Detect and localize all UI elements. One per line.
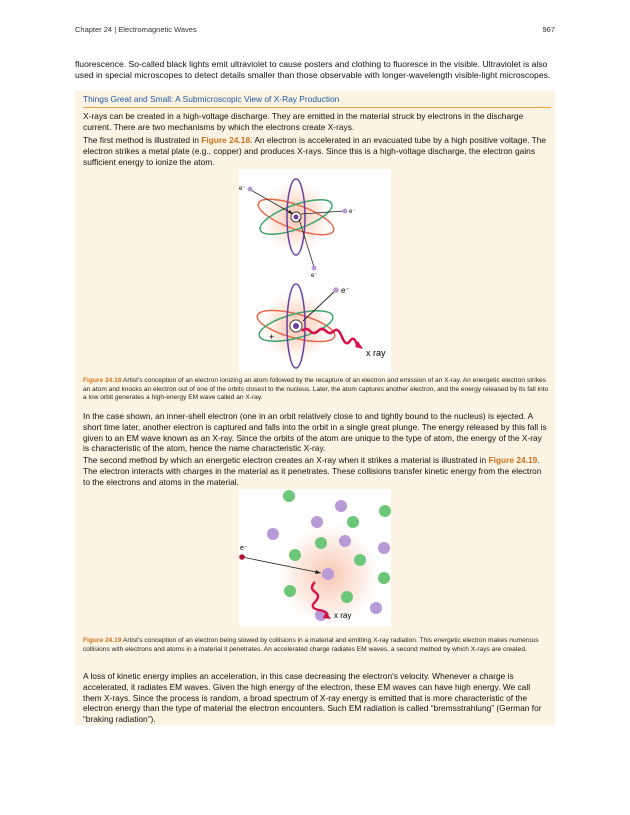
purple-atom bbox=[370, 602, 382, 614]
feature-paragraph-5: A loss of kinetic energy implies an acceleration, in this case decreasing the electron's velocity. Whenever a charge is accelerated, it radiates EM waves. Given the high energy of the electron, these EM waves can have high energy. We call them X-rays. Since the process is random, a broad spectrum of X-ray energy is emitted that is more characteristic of the electron energy than the type of material the electron encounters. Such EM radiation is called “bremsstrahlung” (German for “braking radiation”). bbox=[83, 671, 542, 725]
green-atom bbox=[354, 554, 366, 566]
running-header bbox=[75, 25, 555, 34]
feature-box bbox=[75, 91, 555, 725]
electron-label: e⁻ bbox=[239, 186, 246, 192]
figure-24-19 bbox=[239, 489, 391, 627]
feature-paragraph-4 bbox=[83, 455, 549, 487]
p4-text-a: The second method by which an energetic electron creates an X-ray when it strikes a material is illustrated in bbox=[83, 455, 489, 465]
purple-atom bbox=[339, 535, 351, 547]
green-atom bbox=[378, 572, 390, 584]
electron-dot bbox=[312, 266, 317, 271]
electron-label: e⁻ bbox=[349, 209, 356, 215]
purple-atom bbox=[311, 516, 323, 528]
figure-24-19-link[interactable]: Figure 24.19 bbox=[488, 455, 538, 465]
page-number: 967 bbox=[542, 25, 555, 34]
electron-dot bbox=[248, 187, 253, 192]
caption-text: Artist's conception of an electron being slowed by collisions in a material and emitting X-ray radiation. This energetic electron makes numerous collisions with electrons and atoms in a material it penetrates. An accelerated charge radiates EM waves, a second method by which X-rays are created. bbox=[83, 637, 539, 653]
figure-24-19-caption bbox=[83, 637, 549, 654]
electron-label: e⁻ bbox=[240, 545, 248, 552]
green-atom bbox=[341, 591, 353, 603]
electron-dot bbox=[239, 554, 245, 560]
green-atom bbox=[379, 505, 391, 517]
intro-paragraph: fluorescence. So-called black lights emit ultraviolet to cause posters and clothing to fluoresce in the visible. Ultraviolet is also used in special microscopes to detect details smaller than those observable with longer-wavelength visible-light microscopes. bbox=[75, 59, 551, 80]
figure-24-19-diagram bbox=[239, 489, 391, 627]
purple-atom bbox=[322, 568, 334, 580]
electron-dot bbox=[343, 209, 348, 214]
feature-title: Things Great and Small: A Submicroscopic View of X-Ray Production bbox=[83, 94, 551, 108]
green-atom bbox=[283, 490, 295, 502]
figure-24-18-link[interactable]: Figure 24.18 bbox=[201, 135, 251, 145]
feature-paragraph-3: In the case shown, an inner-shell electron (one in an orbit relatively close to and tightly bound to the nucleus) is ejected. A short time later, another electron is captured and falls into the orbit in a single great plunge. The energy released by this fall is given to an EM wave known as an X-ray. Since the orbits of the atom are unique to the type of atom, the energy of the X-ray is characteristic of the atom, hence the name characteristic X-ray. bbox=[83, 411, 547, 454]
purple-atom bbox=[267, 528, 279, 540]
electron-dot bbox=[333, 287, 339, 293]
figure-24-18 bbox=[239, 169, 391, 373]
figure-24-18-caption bbox=[83, 377, 549, 403]
xray-label: x ray bbox=[334, 611, 352, 620]
purple-atom bbox=[378, 542, 390, 554]
nucleus-core bbox=[294, 215, 299, 220]
feature-paragraph-1: X-rays can be created in a high-voltage discharge. They are emitted in the material struck by electrons in the discharge current. There are two mechanisms by which the electrons create X-rays. bbox=[83, 111, 524, 132]
positive-charge-label: + bbox=[269, 332, 275, 342]
figure-24-18-diagram bbox=[239, 169, 391, 373]
electron-label: e⁻ bbox=[311, 273, 318, 279]
p4-text-b: . The electron interacts with charges in the material as it penetrates. These collisions transfer kinetic energy from the electron to the electrons and atoms in the material. bbox=[83, 455, 542, 487]
caption-label: Figure 24.18 bbox=[83, 377, 122, 384]
xray-label: x ray bbox=[366, 348, 386, 358]
feature-paragraph-2 bbox=[83, 135, 549, 167]
green-atom bbox=[289, 549, 301, 561]
p2-text-a: The first method is illustrated in bbox=[83, 135, 202, 145]
caption-label: Figure 24.19 bbox=[83, 637, 122, 644]
p2-text-b: . An electron is accelerated in an evacuated tube by a high positive voltage. The electron strikes a metal plate (e.g., copper) and produces X-rays. Since this is a high-voltage discharge, the electron gains sufficient energy to ionize the atom. bbox=[83, 135, 547, 167]
nucleus-core bbox=[293, 323, 299, 329]
chapter-title: Chapter 24 | Electromagnetic Waves bbox=[75, 25, 197, 34]
green-atom bbox=[315, 537, 327, 549]
caption-text: Artist's conception of an electron ionizing an atom followed by the recapture of an electron and emission of an X-ray. An energetic electron strikes an atom and knocks an electron out of one of the orbits closest to the nucleus. Later, the atom captures another electron, and the energy released by its fall into a low orbit generates a high-energy EM wave called an X-ray. bbox=[83, 377, 549, 402]
green-atom bbox=[347, 516, 359, 528]
purple-atom bbox=[335, 500, 347, 512]
green-atom bbox=[284, 585, 296, 597]
electron-label: e⁻ bbox=[341, 286, 350, 295]
